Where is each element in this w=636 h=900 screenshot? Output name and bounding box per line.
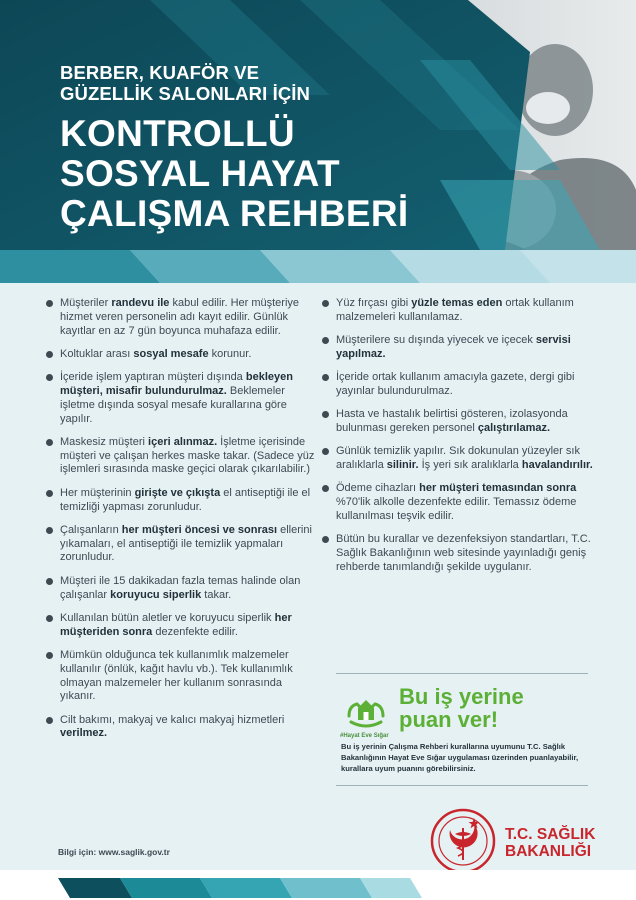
left-rule-5	[44, 487, 319, 515]
rule-emphasis: her müşteri öncesi ve sonrası	[121, 523, 278, 536]
rule-emphasis: havalandırılır.	[521, 459, 593, 472]
right-rule-5	[320, 445, 595, 473]
rating-title-line-2: puan ver!	[399, 707, 499, 732]
left-rule-6	[44, 524, 319, 565]
rule-text: el antiseptiği ile el temizliği yapması zorunludur.	[60, 486, 311, 513]
rule-text: Bütün bu kurallar ve dezenfeksiyon standartları, T.C. Sağlık Bakanlığının web sitesinde yayınladığı geniş rehberde tanımlandığı şekilde uygulanır.	[336, 533, 591, 573]
rating-divider-bottom	[336, 785, 588, 786]
rule-text: İçeride işlem yaptıran müşteri dışında	[60, 371, 246, 384]
rule-emphasis: bekleyen müşteri, misafir bulundurulmaz.	[60, 371, 293, 397]
rule-text: kabul edilir. Her müşteriye hizmet veren personelin adı kayıt edilir. Günlük kayıtlar en az 7 gün boyunca muhafaza edilir.	[60, 297, 300, 337]
right-rule-4	[320, 408, 595, 436]
rule-text: Mümkün olduğunca tek kullanımlık malzemeler kullanılır (önlük, kağıt havlu vb.). Tek kullanımlık olmayan malzemeler her kullanım sonrasında yıkanır.	[60, 648, 293, 703]
rule-text: Her müşterinin	[60, 486, 135, 499]
rule-text: ortak kullanım malzemeleri kullanılamaz.	[336, 297, 574, 323]
rule-emphasis: içeri alınmaz.	[148, 435, 218, 448]
subtitle-line-1: BERBER, KUAFÖR VE	[60, 62, 260, 83]
rating-title	[399, 685, 524, 731]
rule-text: Müşteriler	[60, 297, 112, 309]
left-rule-2	[44, 348, 319, 362]
bullet-dot-icon	[322, 536, 329, 543]
ministry-name	[505, 826, 595, 860]
header-banner	[0, 0, 636, 283]
rule-text: Beklemeler işletme dışında sosyal mesafe kurallarına göre yapılır.	[60, 384, 287, 425]
bullet-dot-icon	[46, 527, 53, 534]
right-rule-7	[320, 533, 595, 574]
rule-emphasis: randevu ile	[111, 297, 170, 309]
rating-title-line-1: Bu iş yerine	[399, 684, 524, 709]
rule-text: Kullanılan bütün aletler ve koruyucu siperlik	[60, 611, 275, 624]
caduceus-crescent-icon	[430, 808, 496, 874]
rules-column-left	[44, 297, 319, 751]
bullet-dot-icon	[46, 374, 53, 381]
rule-text: Günlük temizlik yapılır. Sık dokunulan yüzeyler sık aralıklarla	[336, 445, 580, 472]
right-rule-6	[320, 482, 595, 523]
footer-stripes	[0, 870, 636, 900]
bullet-dot-icon	[46, 351, 53, 358]
footer-stripes-graphic	[0, 870, 636, 900]
right-rule-2	[320, 334, 595, 362]
rule-emphasis: yüzle temas eden	[411, 297, 503, 309]
rule-text: %70'lik alkolle dezenfekte edilir. Temassız ödeme kullanılması teşvik edilir.	[336, 496, 577, 523]
bullet-dot-icon	[46, 439, 53, 446]
rule-text: İşletme içerisinde müşteri ve çalışan herkes maske takar. (Sadece yüz işlemleri sırasında maske geçici olarak çıkarılabilir.)	[60, 435, 315, 476]
ministry-name-line-2: BAKANLIĞI	[505, 843, 592, 860]
info-link[interactable]: Bilgi için: www.saglik.gov.tr	[58, 847, 170, 857]
rule-emphasis: çalıştırılamaz.	[477, 422, 551, 435]
rule-text: Maskesiz müşteri	[60, 435, 149, 448]
left-rule-9	[44, 649, 319, 704]
bullet-dot-icon	[46, 578, 53, 585]
bullet-dot-icon	[322, 411, 329, 418]
right-rule-3	[320, 371, 595, 399]
rating-divider-top	[336, 673, 588, 674]
rules-column-right	[320, 297, 595, 584]
title-line-1: KONTROLLÜ	[60, 113, 295, 154]
rule-emphasis: koruyucu siperlik	[110, 588, 202, 601]
bullet-dot-icon	[322, 337, 329, 344]
rule-text: Ödeme cihazları	[336, 482, 420, 495]
rule-text: Çalışanların	[60, 523, 122, 536]
bullet-dot-icon	[46, 300, 53, 307]
title-line-2: SOSYAL HAYAT	[60, 153, 340, 194]
rule-text: korunur.	[208, 347, 252, 360]
rating-description: Bu iş yerinin Çalışma Rehberi kurallarına uyumunu T.C. Sağlık Bakanlığının Hayat Eve Sığar uygulaması üzerinden puanlayabilir, kurallara uyum puanını görebilirsiniz.	[341, 742, 579, 774]
bullet-dot-icon	[322, 374, 329, 381]
header-subtitle	[60, 62, 310, 104]
rules-section	[0, 283, 636, 870]
bullet-dot-icon	[322, 485, 329, 492]
rule-text: Koltuklar arası	[60, 347, 134, 360]
rule-text: İçeride ortak kullanım amacıyla gazete, dergi gibi yayınlar bulundurulmaz.	[336, 371, 575, 397]
rule-emphasis: servisi yapılmaz.	[336, 334, 571, 360]
bullet-dot-icon	[46, 652, 53, 659]
title-line-3: ÇALIŞMA REHBERİ	[60, 193, 409, 234]
rule-text: Müşteri ile 15 dakikadan fazla temas halinde olan çalışanlar	[60, 574, 301, 601]
rule-emphasis: verilmez.	[60, 727, 108, 740]
rule-text: Cilt bakımı, makyaj ve kalıcı makyaj hizmetleri	[60, 713, 285, 726]
left-rule-4	[44, 436, 319, 477]
rule-emphasis: her müşteri temasından sonra	[419, 482, 577, 495]
rule-text: takar.	[201, 588, 232, 601]
left-rule-10	[44, 714, 319, 742]
rule-text: Hasta ve hastalık belirtisi gösteren, izolasyonda bulunması gereken personel	[336, 408, 568, 435]
rule-emphasis: silinir.	[386, 459, 419, 472]
rule-emphasis: sosyal mesafe	[133, 347, 209, 360]
rule-text: İş yeri sık aralıklarla	[418, 459, 522, 472]
rule-emphasis: her müşteriden sonra	[60, 611, 292, 638]
subtitle-line-2: GÜZELLİK SALONLARI İÇİN	[60, 83, 310, 104]
rule-text: Müşterilere su dışında yiyecek ve içecek	[336, 334, 536, 347]
hashtag-label: #Hayat Eve Sığar	[340, 733, 389, 739]
right-rule-1	[320, 297, 595, 325]
house-hands-icon	[345, 686, 387, 732]
bullet-dot-icon	[46, 615, 53, 622]
ministry-name-line-1: T.C. SAĞLIK	[505, 826, 596, 843]
left-rule-1	[44, 297, 319, 338]
bullet-dot-icon	[46, 490, 53, 497]
bullet-dot-icon	[322, 300, 329, 307]
left-rule-7	[44, 575, 319, 603]
rule-text: Yüz fırçası gibi	[336, 297, 412, 309]
bullet-dot-icon	[322, 448, 329, 455]
rule-text: dezenfekte edilir.	[152, 625, 238, 638]
bullet-dot-icon	[46, 717, 53, 724]
page-title	[60, 114, 408, 234]
rule-emphasis: girişte ve çıkışta	[134, 486, 221, 499]
rule-text: ellerini yıkamaları, el antiseptiği ile temizlik yapmaları zorunludur.	[60, 523, 312, 564]
left-rule-3	[44, 371, 319, 426]
left-rule-8	[44, 612, 319, 640]
